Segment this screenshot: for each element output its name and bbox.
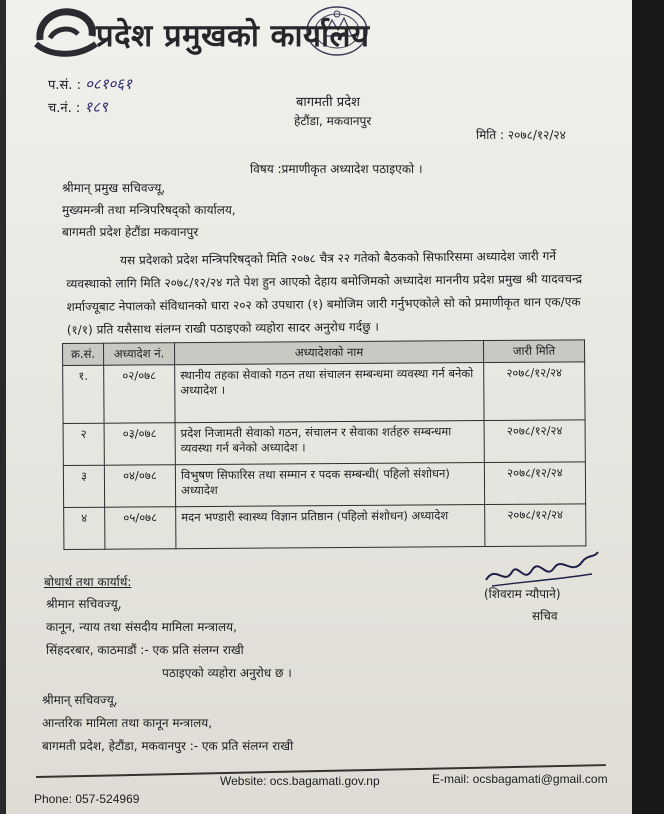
cc1-line-3: सिंहदरबार, काठमाडौं :- एक प्रति संलग्न राखी <box>46 643 244 657</box>
cc-title: बोधार्थ तथा कार्यार्थ: <box>44 575 132 589</box>
dispatch-number-value: १८९ <box>84 98 108 116</box>
row-ordinance-name: प्रदेश निजामती सेवाको गठन, संचालन र सेवाका शर्तहरु सम्बन्धमा व्यवस्था गर्न बनेको अध्यादेश । <box>175 421 484 465</box>
table-row <box>64 504 586 550</box>
col-ordinance-name: अध्यादेशको नाम <box>175 341 484 365</box>
addressee-line-3: बागमती प्रदेश हेटौंडा मकवानपुर <box>62 225 199 239</box>
table-row <box>63 362 585 424</box>
ref-number-label: प.सं. : <box>48 78 81 93</box>
col-ordinance-no: अध्यादेश नं. <box>104 343 175 365</box>
row-ordinance-name: मदन भण्डारी स्वास्थ्य विज्ञान प्रतिष्ठान (पहिलो संशोधन) अध्यादेश <box>176 505 485 549</box>
cc1-line-4: पठाइएको व्यहोरा अनुरोध छ । <box>162 666 292 680</box>
footer-phone: Phone: 057-524969 <box>34 792 140 806</box>
signatory-title: सचिव <box>532 609 558 623</box>
row-ordinance-no: ०५/०७८ <box>105 507 176 549</box>
table-row <box>63 420 585 466</box>
row-serial: ३ <box>63 465 104 507</box>
signatory-name: (शिवराम न्यौपाने) <box>484 587 561 601</box>
letter-date: मिति : २०७८/१२/२४ <box>476 128 566 142</box>
row-issue-date: २०७८/१२/२४ <box>484 462 585 505</box>
footer-email[interactable]: E-mail: ocsbagamati@gmail.com <box>432 772 608 786</box>
letter-page <box>6 0 632 814</box>
row-serial: १. <box>63 365 104 423</box>
body-paragraph: यस प्रदेशको प्रदेश मन्त्रिपरिषद्‌को मिति २०७८ चैत्र २२ गतेको बैठकको सिफारिसमा अध्यादेश जारी गर्ने व्यवस्थाको लागि मिति २०७८/१२/२४ गते पेश हुन आएको देहाय बमोजिमको अध्यादेश माननीय प्रदेश प्रमुख श्री यादवचन्द्र शर्माज्यूबाट नेपालको संविधानको धारा २०२ को उपधारा (१) बमोजिम जारी गर्नुभएकोले सो को प्रमाणीकृत थान एक/एक (१/१) प्रति यसैसाथ संलग्न राखी पठाइएको व्यहोरा सादर अनुरोध गर्दछु । <box>66 248 583 337</box>
footer-website[interactable]: Website: ocs.bagamati.gov.np <box>220 774 380 788</box>
office-logo-icon <box>32 4 102 62</box>
background-edge <box>632 0 664 814</box>
province-name: बागमती प्रदेश <box>296 95 360 110</box>
row-ordinance-name: विभुषण सिफारिस तथा सम्मान र पदक सम्बन्धी( पहिलो संशोधन) अध्यादेश <box>175 463 484 507</box>
cc1-line-2: कानून, न्याय तथा संसदीय मामिला मन्त्रालय, <box>46 620 237 634</box>
office-location: हेटौंडा, मकवानपुर <box>294 114 372 128</box>
ordinance-table <box>62 339 586 550</box>
addressee-line-2: मुख्यमन्त्री तथा मन्त्रिपरिषद्‌को कार्यालय, <box>62 203 236 217</box>
row-issue-date: २०७८/१२/२४ <box>484 362 585 421</box>
addressee-line-1: श्रीमान् प्रमुख सचिवज्यू, <box>62 181 166 195</box>
row-ordinance-no: ०२/०७८ <box>104 365 175 423</box>
row-serial: २ <box>63 423 104 465</box>
ref-number <box>48 74 132 94</box>
dispatch-number <box>48 97 108 117</box>
ref-number-value: ०८१०६१ <box>85 75 132 93</box>
cc2-line-3: बागमती प्रदेश, हेटौंडा, मकवानपुर :- एक प्रति संलग्न राखी <box>42 739 294 753</box>
col-issue-date: जारी मिति <box>483 340 584 363</box>
col-serial: क्र.सं. <box>63 343 104 365</box>
row-ordinance-no: ०३/०७८ <box>104 423 175 465</box>
office-title: प्रदेश प्रमुखको कार्यालय <box>96 18 370 54</box>
row-issue-date: २०७८/१२/२४ <box>484 420 585 463</box>
cc2-line-1: श्रीमान् सचिवज्यू, <box>42 693 118 707</box>
dispatch-number-label: च.नं. : <box>48 101 81 116</box>
row-serial: ४ <box>64 507 105 549</box>
row-ordinance-no: ०४/०७८ <box>104 465 175 507</box>
cc2-line-2: आन्तरिक मामिला तथा कानून मन्त्रालय, <box>42 716 213 730</box>
row-issue-date: २०७८/१२/२४ <box>485 504 586 547</box>
cc1-line-1: श्रीमान सचिवज्यू, <box>46 597 122 611</box>
letter-subject: विषय :प्रमाणीकृत अध्यादेश पठाइएको । <box>250 162 423 176</box>
table-row <box>63 462 585 508</box>
row-ordinance-name: स्थानीय तहका सेवाको गठन तथा संचालन सम्बन्धमा व्यवस्था गर्न बनेको अध्यादेश । <box>175 363 484 423</box>
